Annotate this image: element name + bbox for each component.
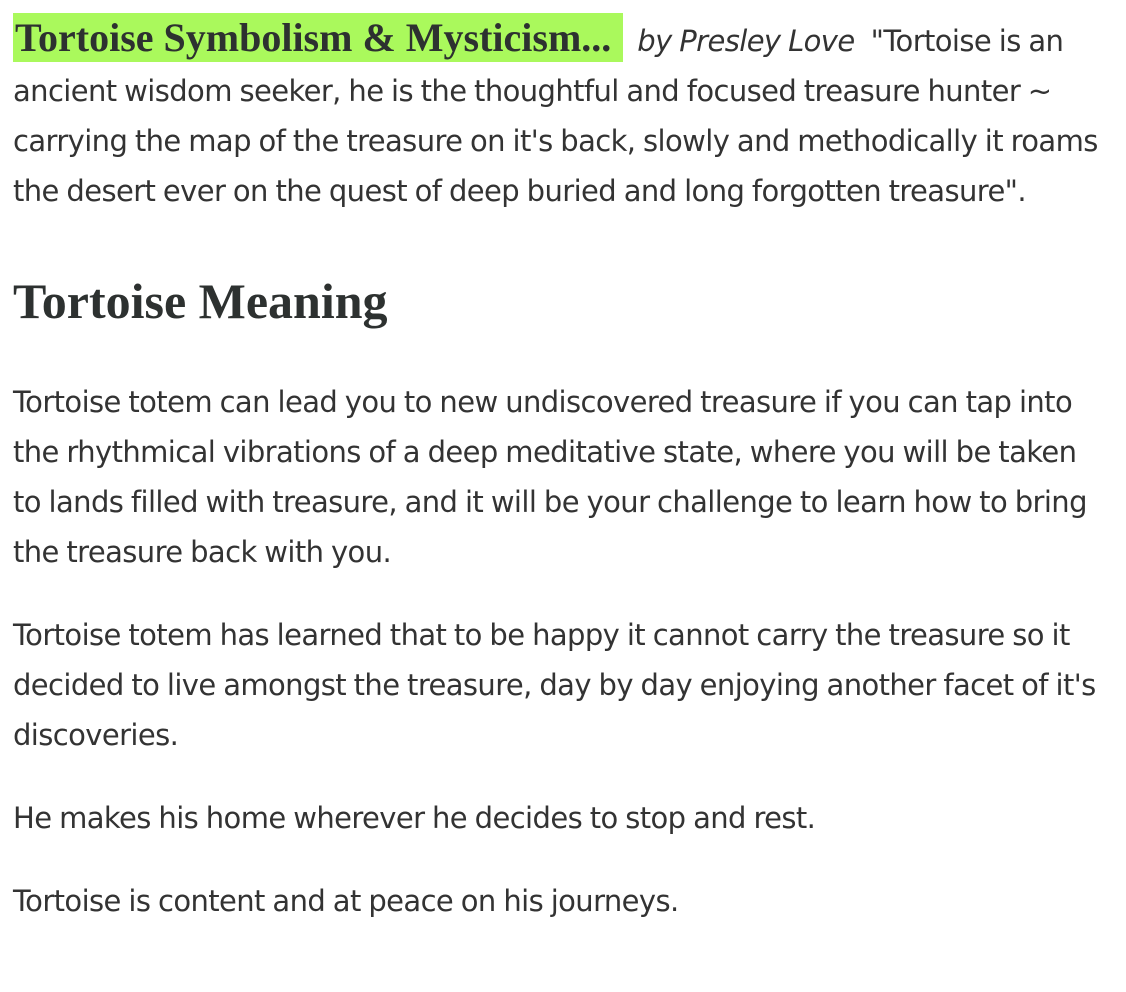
paragraph: He makes his home wherever he decides to stop and rest. xyxy=(13,801,816,835)
section-heading: Tortoise Meaning xyxy=(13,273,388,329)
article-content xyxy=(13,13,1108,959)
intro-paragraph xyxy=(13,13,1108,216)
paragraph: Tortoise is content and at peace on his journeys. xyxy=(13,884,679,918)
author-byline: by Presley Love xyxy=(637,24,855,58)
article-title: Tortoise Symbolism & Mysticism... xyxy=(13,13,623,62)
paragraph: Tortoise totem can lead you to new undiscovered treasure if you can tap into the rhythmical vibrations of a deep meditative state, where you will be taken to lands filled with treasure, and it will be your challenge to learn how to bring the treasure back with you. xyxy=(13,385,1087,569)
paragraph: Tortoise totem has learned that to be happy it cannot carry the treasure so it decided to live amongst the treasure, day by day enjoying another facet of it's discoveries. xyxy=(13,618,1096,752)
intro-quote: "Tortoise is an ancient wisdom seeker, he is the thoughtful and focused treasure hunter ~ carrying the map of the treasure on it's back, slowly and methodically it roams the desert ever on the quest of deep buried and long forgotten treasure". xyxy=(13,24,1098,208)
